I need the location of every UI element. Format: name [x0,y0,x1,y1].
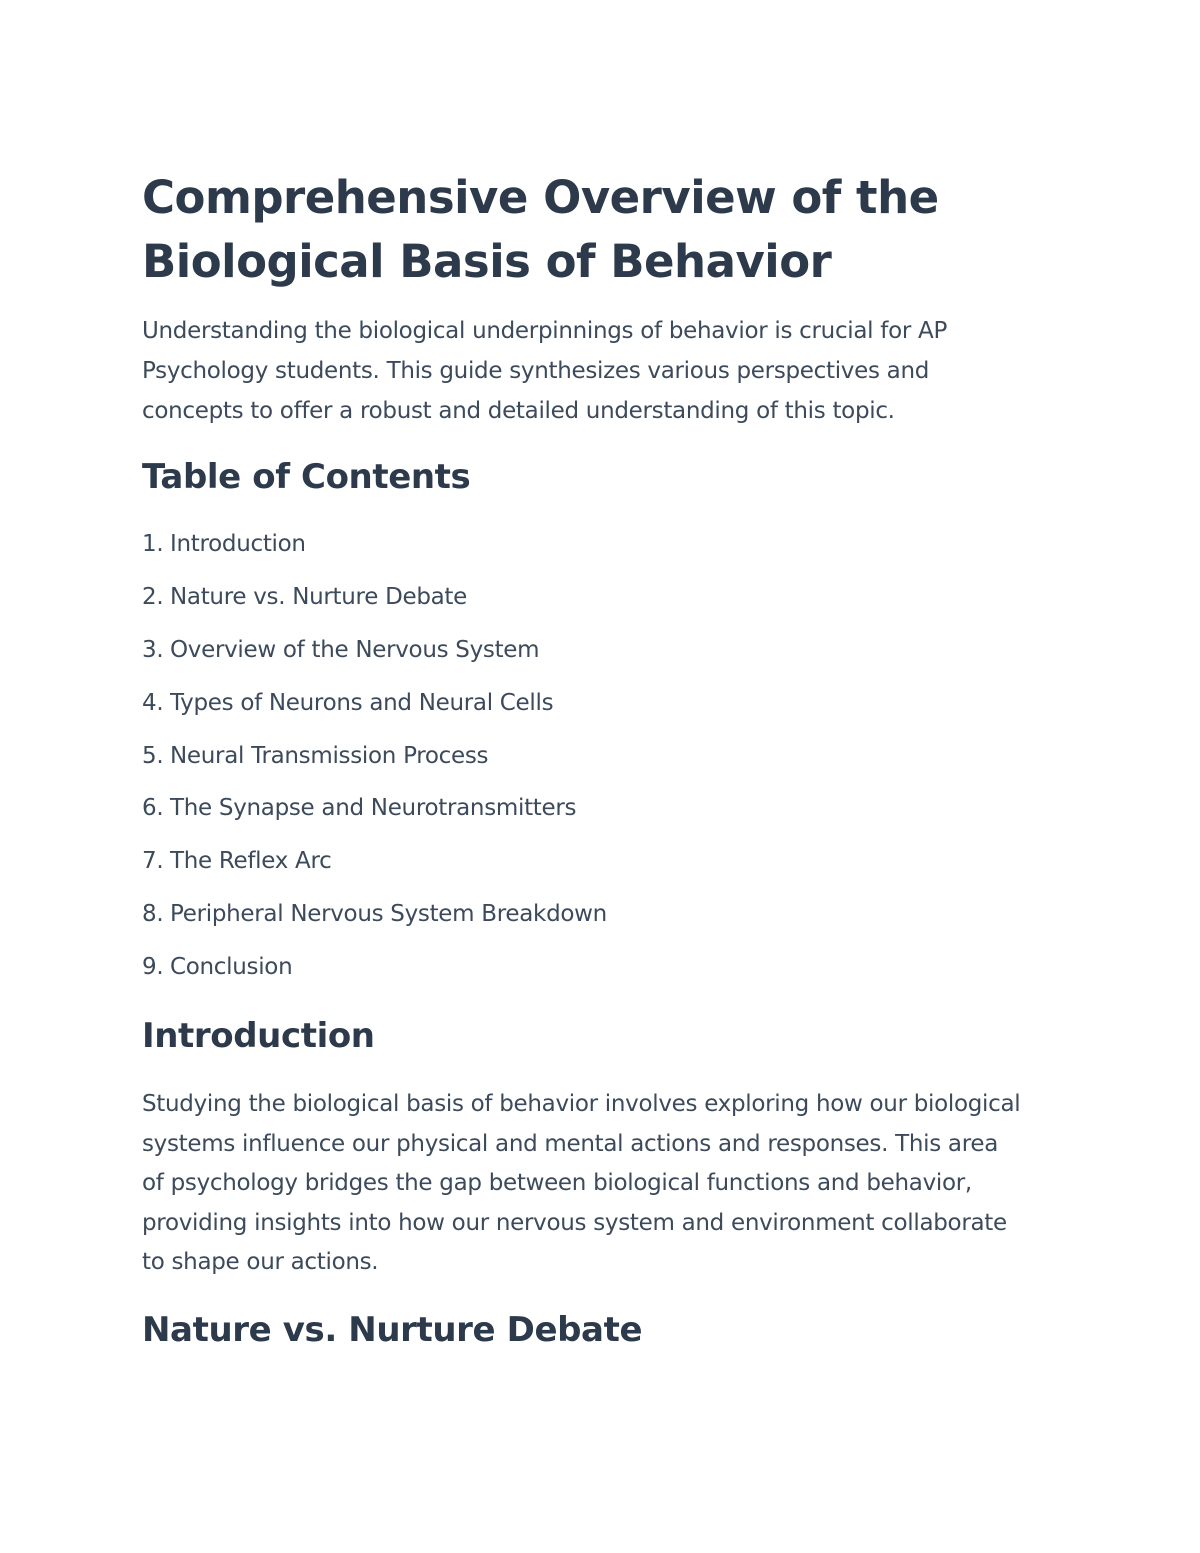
toc-item[interactable]: 8. Peripheral Nervous System Breakdown [142,901,607,928]
page-title-line1: Comprehensive Overview of the [142,171,939,224]
page-title-line2: Biological Basis of Behavior [142,235,832,288]
toc-item[interactable]: 5. Neural Transmission Process [142,742,489,769]
toc-heading: Table of Contents [142,457,471,497]
toc-item[interactable]: 6. The Synapse and Neurotransmitters [142,795,577,822]
section-heading-introduction: Introduction [142,1016,375,1056]
table-of-contents [142,524,607,1000]
section-heading-nature-nurture: Nature vs. Nurture Debate [142,1310,643,1350]
toc-item[interactable]: 4. Types of Neurons and Neural Cells [142,689,554,716]
toc-item[interactable]: 9. Conclusion [142,954,293,981]
toc-item[interactable]: 7. The Reflex Arc [142,848,332,875]
toc-item[interactable]: 2. Nature vs. Nurture Debate [142,583,467,610]
introduction-paragraph: Studying the biological basis of behavior involves exploring how our biological systems influence our physical and mental actions and responses. This area of psychology bridges the gap between biological functions and behavior, providing insights into how our nervous system and environment collaborate to shape our actions. [142,1091,1021,1275]
toc-item[interactable]: 1. Introduction [142,531,306,557]
page-title [142,166,1042,294]
intro-paragraph: Understanding the biological underpinnings of behavior is crucial for AP Psychology students. This guide synthesizes various perspectives and concepts to offer a robust and detailed understanding of this topic. [142,318,948,424]
toc-item[interactable]: 3. Overview of the Nervous System [142,636,540,663]
